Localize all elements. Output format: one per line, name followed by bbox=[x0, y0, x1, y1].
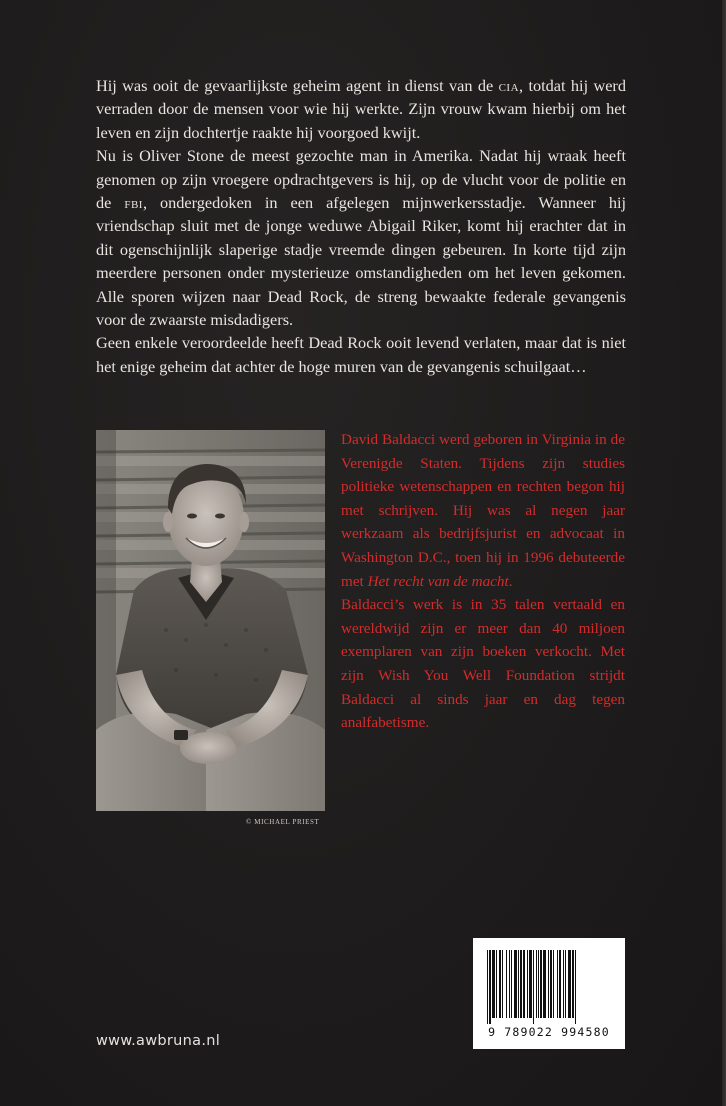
barcode-bar bbox=[559, 950, 561, 1018]
barcode-bar bbox=[575, 950, 576, 1024]
barcode-bar bbox=[565, 950, 566, 1018]
barcode-bar bbox=[563, 950, 564, 1018]
barcode-bar bbox=[509, 950, 510, 1018]
cia-acronym: cia bbox=[498, 76, 520, 95]
barcode-bar bbox=[533, 950, 534, 1024]
barcode-bar bbox=[489, 950, 491, 1024]
barcode-bars bbox=[487, 950, 611, 1024]
isbn-barcode bbox=[473, 938, 625, 1049]
blurb-paragraph-3: Geen enkele veroordeelde heeft Dead Rock ooit levend verlaten, maar dat is niet het enige geheim dat achter de hoge muren van de gevangenis schuilgaat… bbox=[96, 333, 626, 376]
barcode-bar bbox=[511, 950, 512, 1018]
barcode-bar bbox=[557, 950, 558, 1018]
isbn-number: 9 789022 994580 bbox=[488, 1025, 610, 1039]
publisher-website: www.awbruna.nl bbox=[96, 1033, 221, 1049]
barcode-bar bbox=[520, 950, 522, 1018]
barcode-bar bbox=[540, 950, 542, 1018]
photo-credit: © MICHAEL PRIEST bbox=[246, 818, 320, 826]
author-bio bbox=[341, 428, 625, 735]
barcode-bar bbox=[572, 950, 574, 1018]
cover-edge bbox=[722, 0, 726, 1106]
barcode-bar bbox=[518, 950, 519, 1018]
bio-paragraph-1: David Baldacci werd geboren in Virginia in de Verenigde Staten. Tijdens zijn studies politieke wetenschappen en rechten begon hij met schrijven. Hij was al negen jaar werkzaam als bedrijfsjurist en advocaat in Washington D.C., toen hij in 1996 debuteerde met Het recht van de macht. bbox=[341, 431, 625, 590]
barcode-bar bbox=[538, 950, 539, 1018]
barcode-bar bbox=[502, 950, 503, 1018]
blurb-paragraph-1: Hij was ooit de gevaarlijkste geheim agent in dienst van de cia, totdat hij werd verraden door de mensen voor wie hij werkte. Zijn vrouw kwam hierbij om het leven en zijn dochtertje raakte hij voorgoed kwijt. bbox=[96, 76, 626, 142]
fbi-acronym: fbi bbox=[124, 193, 143, 213]
book-blurb bbox=[96, 74, 626, 378]
barcode-bar bbox=[543, 950, 546, 1018]
barcode-bar bbox=[523, 950, 525, 1018]
debut-title: Het recht van de macht bbox=[367, 572, 509, 590]
barcode-bar bbox=[553, 950, 554, 1018]
barcode-bar bbox=[506, 950, 507, 1018]
barcode-bar bbox=[550, 950, 552, 1018]
barcode-bar bbox=[514, 950, 517, 1018]
barcode-bar bbox=[487, 950, 488, 1024]
bio-paragraph-2: Baldacci’s werk is in 35 talen vertaald en wereldwijd zijn er meer dan 40 miljoen exemplaren van zijn boeken verkocht. Met zijn Wish You Well Foundation strijdt Baldacci al sinds jaar en dag tegen analfabetisme. bbox=[341, 596, 625, 732]
barcode-bar bbox=[529, 950, 532, 1018]
blurb-paragraph-2: Nu is Oliver Stone de meest gezochte man in Amerika. Nadat hij wraak heeft genomen op zijn vroegere opdrachtgevers is hij, op de vlucht voor de politie en de fbi, ondergedoken in een afgelegen mijnwerkersstadje. Wanneer hij vriendschap sluit met de jonge weduwe Abigail Riker, komt hij erachter dat in dit ogenschijnlijk slaperige stadje vreemde dingen gebeuren. In korte tijd zijn meerdere personen onder mysterieuze omstandigheden om het leven gekomen. Alle sporen wijzen naar Dead Rock, de streng bewaakte federale gevangenis voor de zwaarste misdadigers. bbox=[96, 146, 627, 330]
barcode-bar bbox=[499, 950, 501, 1018]
barcode-bar bbox=[527, 950, 528, 1018]
barcode-bar bbox=[536, 950, 537, 1018]
barcode-bar bbox=[568, 950, 571, 1018]
barcode-bar bbox=[492, 950, 495, 1018]
barcode-bar bbox=[496, 950, 497, 1018]
author-photo bbox=[96, 430, 325, 811]
barcode-bar bbox=[548, 950, 549, 1018]
